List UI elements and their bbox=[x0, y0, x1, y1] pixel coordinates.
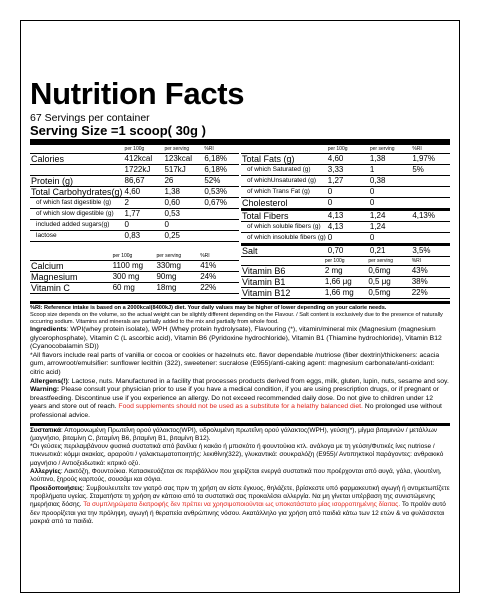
reference-note: %RI: Reference intake is based on a 2000kcal(8400kJ) diet. Your daily values may be higher of lower depending on your calorie needs. bbox=[30, 305, 387, 311]
table-row: Total Fibers 4,13 1,24 4,13% bbox=[241, 210, 450, 222]
warning: Warning: Please consult your physician prior to use if you have a medical condition, if you are using prescription drugs, or if pregnant or breastfeeding. Discontinue use if you experience an allergy. Do not exceed recommended daily dose. Do not give to children under 12 years and store out of reach. Food supplements should not be used as a substitute for a helathy balanced diet. No prolonged use without professional advice. bbox=[30, 386, 442, 419]
minerals-table bbox=[30, 252, 239, 294]
table-header bbox=[30, 145, 239, 154]
table-row: Vitamin B12 1,66 mg 0,5mg 22% bbox=[241, 288, 450, 299]
allergens: Allergens(!): Lactose, nuts. Manufactured in a facility that processes products derived from eggs, milk, gluten, lupin, nuts, sesame and soy. bbox=[30, 377, 449, 385]
greek-ingredients-label: Συστατικά bbox=[30, 426, 61, 434]
warning-highlight: Food supplements should not be used as a substitute for a helathy balanced diet. bbox=[118, 403, 363, 411]
table-row: of which fast digestible (g) 2 0,60 0,67% bbox=[30, 198, 239, 209]
table-row: Vitamin B1 1,66 μg 0,5 μg 38% bbox=[241, 277, 450, 288]
table-row: Salt 0,70 0,21 3,5% bbox=[241, 245, 450, 257]
table-row: 1722kJ 517kJ 6,18% bbox=[30, 165, 239, 176]
header-per-100g: per 100g bbox=[112, 252, 156, 261]
header-per-100g: per 100g bbox=[324, 257, 368, 266]
header-per-serving: per serving bbox=[369, 145, 411, 154]
table-header bbox=[241, 145, 450, 154]
header-ri: %RI bbox=[199, 252, 239, 261]
macronutrients-table bbox=[30, 145, 239, 252]
table-row bbox=[30, 242, 239, 253]
table-row: included added sugars(g) 0 0 bbox=[30, 220, 239, 231]
table-row: of whichUnsaturated (g) 1,27 0,38 bbox=[241, 176, 450, 187]
allergens-label: Allergens(!) bbox=[30, 377, 68, 385]
right-column bbox=[241, 145, 450, 299]
table-row: Total Carbohydrates(g) 4,60 1,38 0,53% bbox=[30, 187, 239, 198]
table-row: Vitamin C 60 mg 18mg 22% bbox=[30, 283, 239, 294]
header-ri: %RI bbox=[411, 257, 450, 266]
warning-label: Warning: bbox=[30, 386, 60, 394]
table-row: of which soluble fibers (g) 4,13 1,24 bbox=[241, 222, 450, 233]
table-header bbox=[30, 252, 239, 261]
header-per-100g: per 100g bbox=[124, 145, 164, 154]
serving-size: Serving Size =1 scoop( 30g ) bbox=[30, 123, 206, 138]
table-row: Calcium 1100 mg 330mg 41% bbox=[30, 261, 239, 272]
greek-warning: Προειδοποιήσεις: Συμβουλευτείτε τον γιατρό σας πριν τη χρήση αν είστε έγκυος, θηλάζετε, βρίσκεστε υπό φαρμακευτική αγωγή ή αντιμετωπίζετε προβλήματα υγείας. Σταματήστε τη χρήση αν κάποιο από τα συστατικά σας προκαλέσει αλλεργία. Να μη γίνεται υπέρβαση της συνιστώμενης ημερήσιας δόσης. Τα συμπληρώματα διατροφής δεν πρέπει να χρησιμοποιούνται ως υποκατάστατο μίας ισορροπημένης δίαιτας. Το προϊόν αυτό δεν προορίζεται για την πρόληψη, αγωγή ή θεραπεία ανθρώπινης νόσου. Ακατάλληλο για χρήση από παιδιά κάτω των 12 ετών & να φυλάσσεται μακριά από τα παιδιά. bbox=[30, 484, 450, 525]
table-row: Cholesterol 0 0 bbox=[241, 198, 450, 210]
header-per-serving: per serving bbox=[367, 257, 410, 266]
table-row: Protein (g) 86,67 26 52% bbox=[30, 176, 239, 187]
table-row: of which slow digestible (g) 1,77 0,53 bbox=[30, 209, 239, 220]
ingredients-label: Ingredients bbox=[30, 326, 67, 333]
divider bbox=[30, 301, 450, 304]
flavor-note: *All flavors include real parts of vanilla or cocoa or cookies or hazelnuts etc. flavor dependable /nutriose (fiber dextrin)/thickeners: acacia gum, arrowroot/emulsifier: sunflower lecithin (322), sweetener: sucralose (E955)/anti-caking agent: magnesium carbonate/anti-oxidant: citric acid) bbox=[30, 351, 440, 376]
page-title: Nutrition Facts bbox=[30, 76, 245, 111]
divider bbox=[30, 423, 450, 426]
greek-text bbox=[30, 427, 450, 527]
header-ri: %RI bbox=[203, 145, 239, 154]
table-row: of which insoluble fibers (g) 0 0 bbox=[241, 233, 450, 245]
greek-flavor-note: *Οι γεύσεις περιλαμβάνουν φυσικά συστατικά από βανίλια ή κακάο ή μπισκότο ή φουντούκια κτλ. ανάλογα με τη γεύση/Φυτικές ίνες nutriose / πυκνωτικά: κόμμι ακακίας, αραρούτι / γαλακτωματοποιητής: λεκιθίνη(322), γλυκαντικά: σουκραλόζη (E955)/ Αντιπηκτικοί παράγοντες: ανθρακικό μαγνήσιο / Αντιοξειδωτικά: κιτρικό οξύ. bbox=[30, 443, 444, 467]
servings-per-container: 67 Servings per container bbox=[30, 112, 150, 124]
greek-warning-highlight: Τα συμπληρώματα διατροφής δεν πρέπει να χρησιμοποιούνται ως υποκατάστατο μίας ισορροπημένης δίαιτας. bbox=[83, 501, 401, 509]
vitamins-table bbox=[241, 257, 450, 299]
header-per-100g: per 100g bbox=[327, 145, 369, 154]
table-header bbox=[241, 257, 450, 266]
table-row: Calories 412kcal 123kcal 6,18% bbox=[30, 154, 239, 165]
greek-ingredients: Συστατικά: Απομονωμένη Πρωτεΐνη ορού γάλακτος(WPI), υδρολυμένη πρωτεΐνη ορού γάλακτος(WPH), γεύση(*), μίγμα βιταμινών / μετάλλων (μαγνήσιο, βιταμίνη C, βιταμίνη B6, βιταμίνη B1, βιταμίνη B12). bbox=[30, 426, 438, 442]
nutrition-label bbox=[30, 78, 450, 526]
left-column bbox=[30, 145, 239, 299]
table-row: Magnesium 300 mg 90mg 24% bbox=[30, 272, 239, 283]
header-per-serving: per serving bbox=[155, 252, 199, 261]
ingredients: Ingredients: WPI(whey protein isolate), WPH (Whey protein hydrolysate), Flavouring (*), vitamin/mineral mix (Magnesium (magnesium glycerophosphate), Vitamin C (L ascorbic acid), Vitamin B6 (Pyridoxine hydrochloride), Vitamin B1 (Thiamine hydrochloride), Vitamin B12 (Cyanocobalamin SD)) bbox=[30, 326, 442, 351]
greek-allergens: Αλλεργίες: Λακτόζη, Φουντούκια. Κατασκευάζεται σε περιβάλλον που χειρίζεται ενεργά συστατικά που προέρχονται από αυγά, γάλα, γλουτένη, λούπινο, ξηρούς καρπούς, σουσάμι και σόγια. bbox=[30, 468, 442, 484]
header-ri: %RI bbox=[411, 145, 450, 154]
scoop-note: Scoop size depends on the volume, so the actual weight can be slightly different depending on the Flavour. / Salt content is exclusively due to the presence of naturally occurring sodium. Vitamins and minerals are partially added to the mix and partially from whole food. bbox=[30, 312, 443, 325]
nutrient-tables bbox=[30, 145, 450, 299]
table-row: Vitamin B6 2 mg 0,6mg 43% bbox=[241, 266, 450, 277]
table-row: of which Saturated (g) 3,33 1 5% bbox=[241, 165, 450, 176]
greek-allergens-label: Αλλεργίες bbox=[30, 468, 61, 476]
english-text bbox=[30, 305, 450, 421]
table-row: Total Fats (g) 4,60 1,38 1,97% bbox=[241, 154, 450, 165]
header-per-serving: per serving bbox=[163, 145, 203, 154]
table-row: of which Trans Fat (g) 0 0 bbox=[241, 187, 450, 198]
fats-fibers-table bbox=[241, 145, 450, 257]
greek-warning-label: Προειδοποιήσεις bbox=[30, 484, 83, 492]
table-row: lactose 0,83 0,25 bbox=[30, 231, 239, 242]
